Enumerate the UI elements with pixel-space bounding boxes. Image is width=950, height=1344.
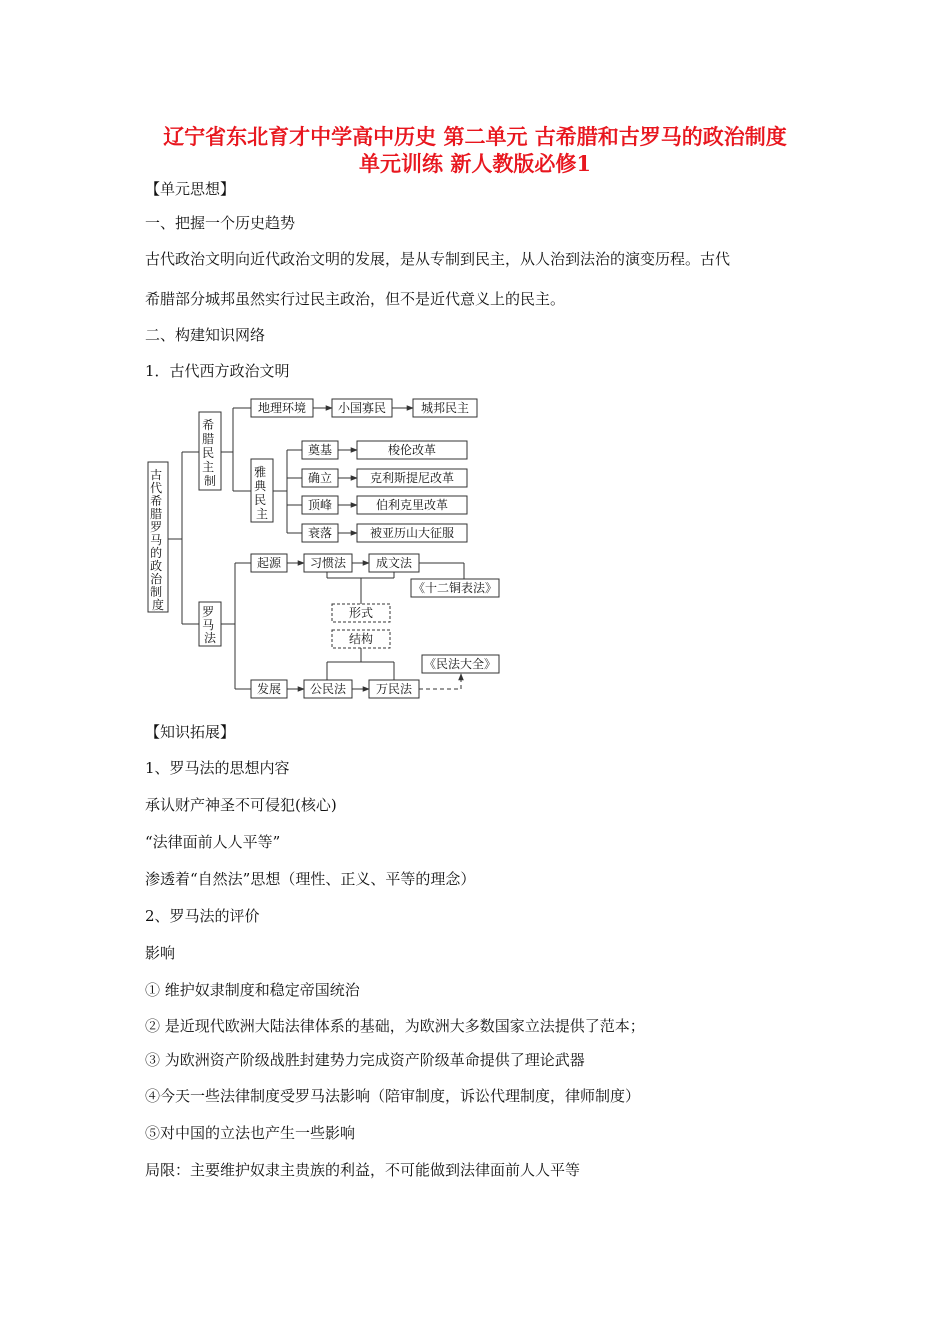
section-knowledge-extension: 【知识拓展】: [145, 723, 236, 741]
label-stage-established: 确立: [307, 471, 333, 485]
label-root: 古 代 希 腊 罗 马 的 政 治 制 度: [150, 468, 165, 612]
label-structure: 结构: [348, 632, 374, 646]
label-customary-law: 习惯法: [309, 556, 347, 570]
label-development: 发展: [256, 682, 282, 696]
ext-label-influence: 影响: [145, 944, 176, 962]
label-athens-democracy: 雅 典 民 主: [254, 465, 269, 521]
label-stage-peak: 顶峰: [307, 498, 333, 512]
label-stage-decline: 衰落: [307, 526, 333, 540]
ext-influence-3: ③ 为欧洲资产阶级战胜封建势力完成资产阶级革命提供了理论武器: [145, 1051, 585, 1069]
label-small-state: 小国寡民: [337, 401, 387, 415]
label-civil-law: 公民法: [309, 682, 347, 696]
label-stage-foundation: 奠基: [307, 443, 333, 457]
label-greek-democracy: 希 腊 民 主 制: [202, 418, 217, 488]
ext-line-equality: “法律面前人人平等”: [145, 833, 281, 851]
paragraph-line1: 古代政治文明向近代政治文明的发展，是从专制到民主，从人治到法治的演变历程。古代: [145, 250, 731, 268]
ext-heading-roman-thought: 1、罗马法的思想内容: [145, 759, 290, 777]
label-written-law: 成文法: [375, 556, 413, 570]
label-reform-solon: 梭伦改革: [387, 443, 437, 457]
label-roman-law: 罗 马 法: [202, 605, 217, 645]
label-city-state: 城邦民主: [420, 401, 470, 415]
ext-influence-1: ① 维护奴隶制度和稳定帝国统治: [145, 981, 360, 999]
ext-heading-evaluation: 2、罗马法的评价: [145, 907, 260, 925]
label-form: 形式: [348, 606, 374, 620]
heading-network: 二、构建知识网络: [145, 326, 266, 344]
section-unit-thought: 【单元思想】: [145, 180, 236, 198]
label-law-of-nations: 万民法: [375, 682, 413, 696]
label-twelve-tables: 《十二铜表法》: [412, 581, 498, 595]
ext-line-property: 承认财产神圣不可侵犯(核心): [145, 796, 337, 814]
label-reform-cleisthenes: 克利斯提尼改革: [369, 471, 455, 485]
ext-influence-4: ④今天一些法律制度受罗马法影响（陪审制度，诉讼代理制度，律师制度）: [145, 1087, 641, 1105]
ext-influence-5: ⑤对中国的立法也产生一些影响: [145, 1124, 356, 1142]
ext-influence-2: ② 是近现代欧洲大陆法律体系的基础，为欧洲大多数国家立法提供了范本；: [145, 1017, 645, 1035]
doc-title-line2: 单元训练 新人教版必修1: [359, 151, 591, 176]
subheading-western: 1．古代西方政治文明: [145, 362, 290, 380]
label-geography: 地理环境: [257, 401, 307, 415]
paragraph-line2: 希腊部分城邦虽然实行过民主政治，但不是近代意义上的民主。: [145, 290, 566, 308]
label-reform-pericles: 伯利克里改革: [375, 498, 449, 512]
heading-trend: 一、把握一个历史趋势: [145, 214, 296, 232]
label-origin: 起源: [256, 556, 282, 570]
label-corpus-juris: 《民法大全》: [423, 657, 497, 671]
ext-limitation: 局限：主要维护奴隶主贵族的利益，不可能做到法律面前人人平等: [145, 1161, 581, 1179]
doc-title-line1: 辽宁省东北育才中学高中历史 第二单元 古希腊和古罗马的政治制度: [163, 124, 787, 149]
label-conquered: 被亚历山大征服: [369, 526, 455, 540]
ext-line-natural-law: 渗透着“自然法”思想（理性、正义、平等的理念）: [145, 870, 476, 888]
